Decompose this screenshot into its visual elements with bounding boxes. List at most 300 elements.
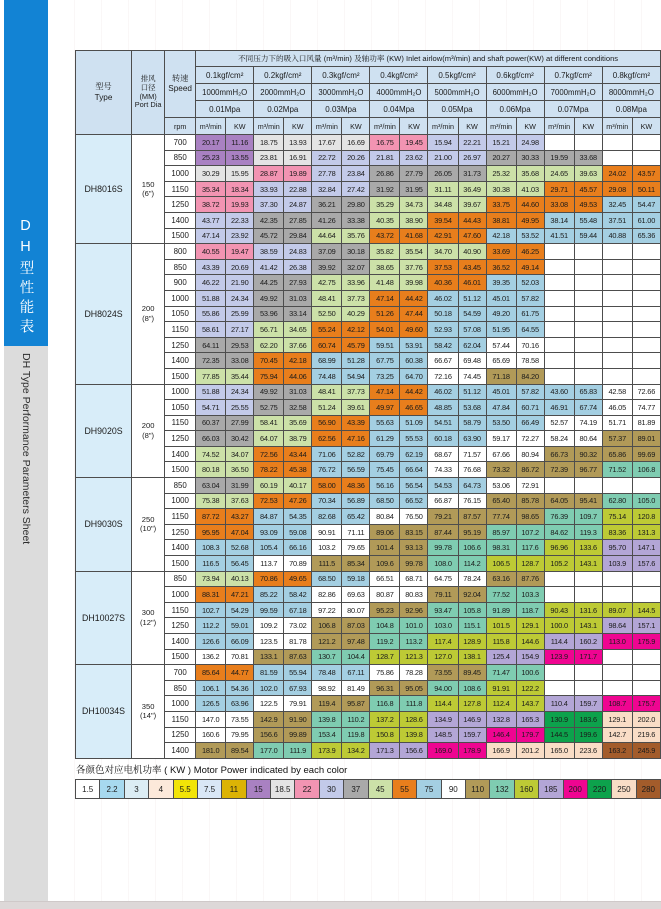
shaft-power-value-cell: 27.99 <box>226 415 254 431</box>
airflow-value-cell: 25.32 <box>486 166 516 182</box>
airflow-value-cell: 66.03 <box>196 431 226 447</box>
airflow-value-cell: 146.4 <box>486 727 516 743</box>
airflow-value-cell: 75.14 <box>602 509 632 525</box>
airflow-value-cell: 64.07 <box>254 431 284 447</box>
shaft-power-value-cell: 78.28 <box>400 665 428 681</box>
airflow-value-cell: 46.02 <box>428 290 458 306</box>
airflow-value-cell: 54.51 <box>428 415 458 431</box>
empty-cell <box>632 368 660 384</box>
shaft-power-value-cell: 54.29 <box>226 602 254 618</box>
rpm-cell: 1000 <box>165 587 196 603</box>
airflow-value-cell: 42.75 <box>312 275 342 291</box>
airflow-value-cell: 67.66 <box>486 446 516 462</box>
airflow-value-cell: 26.86 <box>370 166 400 182</box>
mmh2o-header: 3000mmH₂O <box>312 84 370 101</box>
mpa-header: 0.02Mpa <box>254 101 312 118</box>
airflow-value-cell: 60.18 <box>428 431 458 447</box>
shaft-power-value-cell: 80.94 <box>516 446 544 462</box>
empty-cell <box>574 135 602 151</box>
unit-header: KW <box>400 118 428 135</box>
airflow-value-cell: 49.92 <box>254 384 284 400</box>
airflow-value-cell: 115.8 <box>486 634 516 650</box>
empty-cell <box>544 244 574 260</box>
airflow-value-cell: 45.01 <box>486 384 516 400</box>
airflow-value-cell: 71.52 <box>602 462 632 478</box>
rpm-cell: 1500 <box>165 368 196 384</box>
shaft-power-value-cell: 23.92 <box>226 228 254 244</box>
shaft-power-value-cell: 178.9 <box>458 743 486 759</box>
shaft-power-value-cell: 68.71 <box>400 571 428 587</box>
shaft-power-value-cell: 90.32 <box>574 446 602 462</box>
mpa-header: 0.08Mpa <box>602 101 660 118</box>
pressure-header: 0.7kgf/cm² <box>544 67 602 84</box>
airflow-value-cell: 78.22 <box>254 462 284 478</box>
shaft-power-value-cell: 61.00 <box>632 212 660 228</box>
pressure-header: 0.6kgf/cm² <box>486 67 544 84</box>
airflow-value-cell: 60.19 <box>254 478 284 494</box>
shaft-power-value-cell: 96.77 <box>574 462 602 478</box>
legend-swatch: 200 <box>564 779 588 799</box>
empty-cell <box>544 571 574 587</box>
airflow-value-cell: 53.06 <box>486 478 516 494</box>
shaft-power-value-cell: 57.08 <box>458 322 486 338</box>
empty-cell <box>544 478 574 494</box>
airflow-value-cell: 42.18 <box>486 228 516 244</box>
shaft-power-value-cell: 49.65 <box>284 571 312 587</box>
airflow-value-cell: 111.5 <box>312 556 342 572</box>
empty-cell <box>544 680 574 696</box>
airflow-value-cell: 160.6 <box>196 727 226 743</box>
shaft-power-value-cell: 46.25 <box>516 244 544 260</box>
airflow-value-cell: 68.50 <box>312 571 342 587</box>
shaft-power-value-cell: 114.2 <box>458 556 486 572</box>
airflow-value-cell: 22.72 <box>312 150 342 166</box>
shaft-power-value-cell: 70.89 <box>284 556 312 572</box>
airflow-value-cell: 19.59 <box>544 150 574 166</box>
airflow-value-cell: 54.71 <box>196 400 226 416</box>
rpm-cell: 1400 <box>165 634 196 650</box>
shaft-power-value-cell: 81.78 <box>284 634 312 650</box>
empty-cell <box>544 135 574 151</box>
unit-header: m³/min <box>602 118 632 135</box>
rpm-cell: 850 <box>165 571 196 587</box>
shaft-power-value-cell: 27.17 <box>226 322 254 338</box>
airflow-value-cell: 71.06 <box>312 446 342 462</box>
airflow-value-cell: 62.20 <box>254 337 284 353</box>
rpm-cell: 1400 <box>165 353 196 369</box>
airflow-value-cell: 63.16 <box>486 571 516 587</box>
shaft-power-value-cell: 78.58 <box>516 353 544 369</box>
shaft-power-value-cell: 143.1 <box>574 556 602 572</box>
airflow-value-cell: 134.9 <box>428 711 458 727</box>
airflow-value-cell: 40.55 <box>196 244 226 260</box>
airflow-value-cell: 29.08 <box>602 181 632 197</box>
shaft-power-value-cell: 56.89 <box>342 493 370 509</box>
airflow-value-cell: 139.8 <box>312 711 342 727</box>
conditions-banner: 不同压力下的吸入口风量 (m³/min) 及轴功率 (KW) Inlet airlow(m³/min) and shaft power(KW) at different conditions <box>196 51 661 67</box>
airflow-value-cell: 93.09 <box>254 524 284 540</box>
legend-swatch: 37 <box>344 779 368 799</box>
airflow-value-cell: 181.0 <box>196 743 226 759</box>
empty-cell <box>602 306 632 322</box>
airflow-value-cell: 51.26 <box>370 306 400 322</box>
airflow-value-cell: 100.0 <box>544 618 574 634</box>
shaft-power-value-cell: 35.68 <box>516 166 544 182</box>
empty-cell <box>632 322 660 338</box>
empty-cell <box>544 322 574 338</box>
airflow-value-cell: 73.25 <box>370 368 400 384</box>
airflow-value-cell: 88.31 <box>196 587 226 603</box>
shaft-power-value-cell: 64.70 <box>400 368 428 384</box>
model-cell: DH10027S <box>76 571 132 665</box>
shaft-power-value-cell: 54.36 <box>226 680 254 696</box>
airflow-value-cell: 91.91 <box>486 680 516 696</box>
shaft-power-value-cell: 33.38 <box>342 212 370 228</box>
airflow-value-cell: 117.4 <box>428 634 458 650</box>
airflow-value-cell: 52.57 <box>544 415 574 431</box>
airflow-value-cell: 46.22 <box>196 275 226 291</box>
shaft-power-value-cell: 83.15 <box>400 524 428 540</box>
shaft-power-value-cell: 29.80 <box>342 197 370 213</box>
shaft-power-value-cell: 39.67 <box>458 197 486 213</box>
legend-swatch: 5.5 <box>174 779 198 799</box>
shaft-power-value-cell: 25.55 <box>226 400 254 416</box>
shaft-power-value-cell: 47.16 <box>342 431 370 447</box>
airflow-value-cell: 59.17 <box>486 431 516 447</box>
shaft-power-value-cell: 37.76 <box>400 259 428 275</box>
shaft-power-value-cell: 49.14 <box>516 259 544 275</box>
shaft-power-value-cell: 51.28 <box>342 353 370 369</box>
shaft-power-value-cell: 101.0 <box>400 618 428 634</box>
shaft-power-value-cell: 76.68 <box>458 462 486 478</box>
performance-table <box>75 50 661 759</box>
shaft-power-value-cell: 19.45 <box>400 135 428 151</box>
shaft-power-value-cell: 18.34 <box>226 181 254 197</box>
airflow-value-cell: 55.24 <box>312 322 342 338</box>
airflow-value-cell: 85.97 <box>486 524 516 540</box>
shaft-power-value-cell: 32.58 <box>284 400 312 416</box>
shaft-power-value-cell: 39.98 <box>400 275 428 291</box>
shaft-power-value-cell: 119.3 <box>574 524 602 540</box>
shaft-power-value-cell: 72.66 <box>632 384 660 400</box>
rpm-cell: 1150 <box>165 711 196 727</box>
airflow-value-cell: 57.37 <box>602 431 632 447</box>
legend-swatch: 160 <box>515 779 539 799</box>
airflow-value-cell: 84.87 <box>254 509 284 525</box>
shaft-power-value-cell: 53.68 <box>458 400 486 416</box>
pressure-header: 0.3kgf/cm² <box>312 67 370 84</box>
airflow-value-cell: 16.75 <box>370 135 400 151</box>
airflow-value-cell: 38.65 <box>370 259 400 275</box>
airflow-value-cell: 95.95 <box>196 524 226 540</box>
rpm-cell: 1400 <box>165 446 196 462</box>
shaft-power-value-cell: 56.59 <box>342 462 370 478</box>
airflow-value-cell: 38.72 <box>196 197 226 213</box>
airflow-value-cell: 37.30 <box>254 197 284 213</box>
airflow-value-cell: 85.64 <box>196 665 226 681</box>
empty-cell <box>602 244 632 260</box>
airflow-value-cell: 78.48 <box>312 665 342 681</box>
shaft-power-value-cell: 40.29 <box>342 306 370 322</box>
airflow-value-cell: 106.8 <box>312 618 342 634</box>
shaft-power-value-cell: 38.79 <box>284 431 312 447</box>
airflow-value-cell: 75.38 <box>196 493 226 509</box>
airflow-value-cell: 39.54 <box>428 212 458 228</box>
shaft-power-value-cell: 104.4 <box>342 649 370 665</box>
legend-swatch: 250 <box>612 779 636 799</box>
empty-cell <box>632 306 660 322</box>
shaft-power-value-cell: 49.53 <box>574 197 602 213</box>
airflow-value-cell: 45.01 <box>486 290 516 306</box>
shaft-power-value-cell: 175.9 <box>632 634 660 650</box>
shaft-power-value-cell: 67.11 <box>342 665 370 681</box>
airflow-value-cell: 142.7 <box>602 727 632 743</box>
shaft-power-value-cell: 89.45 <box>458 665 486 681</box>
airflow-value-cell: 35.29 <box>370 197 400 213</box>
shaft-power-value-cell: 87.76 <box>516 571 544 587</box>
airflow-value-cell: 73.94 <box>196 571 226 587</box>
airflow-value-cell: 121.2 <box>312 634 342 650</box>
shaft-power-value-cell: 115.1 <box>458 618 486 634</box>
airflow-value-cell: 156.6 <box>254 727 284 743</box>
airflow-value-cell: 15.21 <box>486 135 516 151</box>
shaft-power-value-cell: 34.07 <box>226 446 254 462</box>
airflow-value-cell: 147.0 <box>196 711 226 727</box>
shaft-power-value-cell: 33.96 <box>342 275 370 291</box>
shaft-power-value-cell: 26.38 <box>284 259 312 275</box>
airflow-value-cell: 41.48 <box>370 275 400 291</box>
empty-cell <box>602 368 632 384</box>
airflow-value-cell: 144.5 <box>544 727 574 743</box>
airflow-value-cell: 66.51 <box>370 571 400 587</box>
empty-cell <box>574 259 602 275</box>
shaft-power-value-cell: 79.65 <box>342 540 370 556</box>
legend-swatch: 7.5 <box>198 779 222 799</box>
shaft-power-value-cell: 89.01 <box>632 431 660 447</box>
airflow-value-cell: 31.92 <box>370 181 400 197</box>
mpa-header: 0.01Mpa <box>196 101 254 118</box>
airflow-value-cell: 85.22 <box>254 587 284 603</box>
port-cell: 200 (8") <box>132 244 165 384</box>
shaft-power-value-cell: 30.33 <box>516 150 544 166</box>
airflow-value-cell: 89.07 <box>602 602 632 618</box>
shaft-power-value-cell: 59.44 <box>574 228 602 244</box>
airflow-value-cell: 41.51 <box>544 228 574 244</box>
shaft-power-value-cell: 87.57 <box>458 509 486 525</box>
legend-title: 各颜色对应电机功率 ( KW ) Motor Power indicated by each color <box>76 765 348 776</box>
mmh2o-header: 4000mmH₂O <box>370 84 428 101</box>
shaft-power-value-cell: 51.12 <box>458 290 486 306</box>
shaft-power-value-cell: 43.39 <box>342 415 370 431</box>
rpm-cell: 1000 <box>165 290 196 306</box>
unit-header: KW <box>458 118 486 135</box>
shaft-power-value-cell: 65.42 <box>342 509 370 525</box>
shaft-power-value-cell: 11.16 <box>226 135 254 151</box>
airflow-value-cell: 43.39 <box>196 259 226 275</box>
airflow-value-cell: 64.75 <box>428 571 458 587</box>
airflow-value-cell: 35.82 <box>370 244 400 260</box>
shaft-power-value-cell: 81.89 <box>632 415 660 431</box>
airflow-value-cell: 56.90 <box>312 415 342 431</box>
port-cell: 150 (6") <box>132 135 165 244</box>
shaft-power-value-cell: 27.42 <box>342 181 370 197</box>
shaft-power-value-cell: 143.7 <box>516 696 544 712</box>
empty-cell <box>574 680 602 696</box>
airflow-value-cell: 169.0 <box>428 743 458 759</box>
shaft-power-value-cell: 43.44 <box>284 446 312 462</box>
legend-swatch: 132 <box>490 779 514 799</box>
unit-header: m³/min <box>544 118 574 135</box>
shaft-power-value-cell: 76.50 <box>400 509 428 525</box>
airflow-value-cell: 119.4 <box>312 696 342 712</box>
shaft-power-value-cell: 105.8 <box>458 602 486 618</box>
legend-swatch: 75 <box>417 779 441 799</box>
shaft-power-value-cell: 31.99 <box>226 478 254 494</box>
airflow-value-cell: 109.6 <box>370 556 400 572</box>
mmh2o-header: 6000mmH₂O <box>486 84 544 101</box>
airflow-value-cell: 113.0 <box>602 634 632 650</box>
shaft-power-value-cell: 85.34 <box>342 556 370 572</box>
shaft-power-value-cell: 49.95 <box>516 212 544 228</box>
model-cell: DH8024S <box>76 244 132 384</box>
empty-cell <box>602 649 632 665</box>
airflow-value-cell: 72.35 <box>196 353 226 369</box>
rpm-cell: 1050 <box>165 306 196 322</box>
airflow-value-cell: 79.11 <box>428 587 458 603</box>
shaft-power-value-cell: 159.7 <box>574 696 602 712</box>
empty-cell <box>574 275 602 291</box>
empty-cell <box>632 259 660 275</box>
airflow-value-cell: 24.02 <box>602 166 632 182</box>
shaft-power-value-cell: 44.43 <box>458 212 486 228</box>
airflow-value-cell: 39.92 <box>312 259 342 275</box>
shaft-power-value-cell: 37.66 <box>284 337 312 353</box>
empty-cell <box>602 353 632 369</box>
shaft-power-value-cell: 66.16 <box>284 540 312 556</box>
airflow-value-cell: 40.88 <box>602 228 632 244</box>
shaft-power-value-cell: 13.93 <box>284 135 312 151</box>
airflow-value-cell: 49.97 <box>370 400 400 416</box>
pressure-header: 0.5kgf/cm² <box>428 67 486 84</box>
airflow-value-cell: 76.39 <box>544 509 574 525</box>
shaft-power-value-cell: 111.8 <box>400 696 428 712</box>
shaft-power-value-cell: 95.19 <box>458 524 486 540</box>
shaft-power-value-cell: 131.3 <box>632 524 660 540</box>
shaft-power-value-cell: 64.73 <box>458 478 486 494</box>
shaft-power-value-cell: 80.07 <box>342 602 370 618</box>
empty-cell <box>574 478 602 494</box>
sidebar-title-en: DH Type Performance Parameters Sheet <box>20 353 32 545</box>
shaft-power-value-cell: 66.64 <box>400 462 428 478</box>
speed-header: 转速 Speed <box>165 51 196 118</box>
airflow-value-cell: 68.99 <box>312 353 342 369</box>
shaft-power-value-cell: 128.9 <box>458 634 486 650</box>
empty-cell <box>544 306 574 322</box>
airflow-value-cell: 80.84 <box>370 509 400 525</box>
airflow-value-cell: 75.94 <box>254 368 284 384</box>
airflow-value-cell: 103.0 <box>428 618 458 634</box>
empty-cell <box>602 150 632 166</box>
airflow-value-cell: 40.36 <box>428 275 458 291</box>
shaft-power-value-cell: 165.3 <box>516 711 544 727</box>
airflow-value-cell: 21.81 <box>370 150 400 166</box>
airflow-value-cell: 43.72 <box>370 228 400 244</box>
airflow-value-cell: 102.0 <box>254 680 284 696</box>
airflow-value-cell: 77.85 <box>196 368 226 384</box>
airflow-value-cell: 43.60 <box>544 384 574 400</box>
airflow-value-cell: 51.95 <box>486 322 516 338</box>
shaft-power-value-cell: 48.36 <box>342 478 370 494</box>
shaft-power-value-cell: 156.6 <box>400 743 428 759</box>
airflow-value-cell: 38.81 <box>486 212 516 228</box>
rpm-cell: 850 <box>165 478 196 494</box>
shaft-power-value-cell: 32.07 <box>342 259 370 275</box>
airflow-value-cell: 38.14 <box>544 212 574 228</box>
airflow-value-cell: 74.33 <box>428 462 458 478</box>
airflow-value-cell: 72.56 <box>254 446 284 462</box>
shaft-power-value-cell: 33.68 <box>574 150 602 166</box>
shaft-power-value-cell: 95.87 <box>342 696 370 712</box>
airflow-value-cell: 91.89 <box>486 602 516 618</box>
shaft-power-value-cell: 183.6 <box>574 711 602 727</box>
shaft-power-value-cell: 106.6 <box>458 540 486 556</box>
shaft-power-value-cell: 45.79 <box>342 337 370 353</box>
airflow-value-cell: 36.52 <box>486 259 516 275</box>
airflow-value-cell: 82.68 <box>312 509 342 525</box>
shaft-power-value-cell: 20.26 <box>342 150 370 166</box>
rpm-cell: 850 <box>165 150 196 166</box>
airflow-value-cell: 89.06 <box>370 524 400 540</box>
shaft-power-value-cell: 65.83 <box>574 384 602 400</box>
shaft-power-value-cell: 42.18 <box>284 353 312 369</box>
shaft-power-value-cell: 118.7 <box>516 602 544 618</box>
shaft-power-value-cell: 79.91 <box>284 696 312 712</box>
shaft-power-value-cell: 24.87 <box>284 197 312 213</box>
airflow-value-cell: 60.74 <box>312 337 342 353</box>
airflow-value-cell: 37.51 <box>602 212 632 228</box>
rpm-cell: 1150 <box>165 181 196 197</box>
airflow-value-cell: 122.5 <box>254 696 284 712</box>
shaft-power-value-cell: 107.2 <box>516 524 544 540</box>
shaft-power-value-cell: 133.6 <box>574 540 602 556</box>
rpm-cell: 850 <box>165 259 196 275</box>
empty-cell <box>574 665 602 681</box>
shaft-power-value-cell: 97.48 <box>342 634 370 650</box>
sidebar-blue-tab <box>4 0 48 346</box>
airflow-value-cell: 80.87 <box>370 587 400 603</box>
airflow-value-cell: 119.2 <box>370 634 400 650</box>
airflow-value-cell: 81.59 <box>254 665 284 681</box>
shaft-power-value-cell: 105.0 <box>632 493 660 509</box>
shaft-power-value-cell: 33.14 <box>284 306 312 322</box>
shaft-power-value-cell: 72.91 <box>516 478 544 494</box>
airflow-value-cell: 98.64 <box>602 618 632 634</box>
shaft-power-value-cell: 46.01 <box>458 275 486 291</box>
unit-header: KW <box>632 118 660 135</box>
airflow-value-cell: 112.4 <box>486 696 516 712</box>
shaft-power-value-cell: 36.50 <box>226 462 254 478</box>
airflow-value-cell: 103.2 <box>312 540 342 556</box>
shaft-power-value-cell: 111.9 <box>284 743 312 759</box>
legend-swatch: 18.5 <box>271 779 295 799</box>
shaft-power-value-cell: 51.12 <box>458 384 486 400</box>
shaft-power-value-cell: 99.89 <box>284 727 312 743</box>
pressure-header: 0.4kgf/cm² <box>370 67 428 84</box>
shaft-power-value-cell: 27.93 <box>284 275 312 291</box>
shaft-power-value-cell: 66.49 <box>516 415 544 431</box>
airflow-value-cell: 102.7 <box>196 602 226 618</box>
shaft-power-value-cell: 41.68 <box>400 228 428 244</box>
